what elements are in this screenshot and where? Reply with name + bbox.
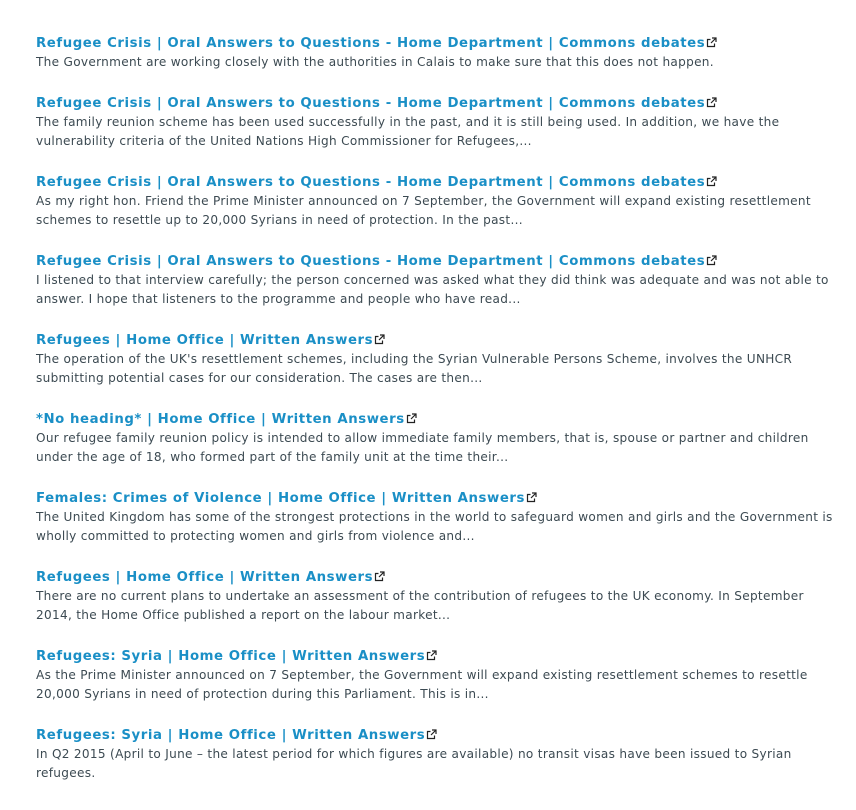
external-link-icon <box>426 650 437 661</box>
result-title-link[interactable] <box>36 489 537 508</box>
search-result <box>36 32 846 72</box>
result-title-text: Refugee Crisis | Oral Answers to Questions - Home Department | Commons debates <box>36 96 706 111</box>
result-title-link[interactable] <box>36 726 437 745</box>
result-title-text: Refugee Crisis | Oral Answers to Questions - Home Department | Commons debates <box>36 254 706 269</box>
external-link-icon <box>374 571 385 582</box>
external-link-icon <box>706 97 717 108</box>
external-link-icon <box>406 413 417 424</box>
result-snippet: As my right hon. Friend the Prime Minister announced on 7 September, the Government will expand existing resettlement schemes to resettle up to 20,000 Syrians in need of protection. In the past... <box>36 194 811 227</box>
search-result <box>36 645 846 704</box>
result-title-link[interactable] <box>36 34 717 53</box>
search-result <box>36 487 846 546</box>
result-title-text: Refugees: Syria | Home Office | Written Answers <box>36 728 426 743</box>
result-title-text: Refugees: Syria | Home Office | Written Answers <box>36 649 426 664</box>
result-title-link[interactable] <box>36 173 717 192</box>
result-title-text: *No heading* | Home Office | Written Answers <box>36 412 405 427</box>
external-link-icon <box>526 492 537 503</box>
result-title-link[interactable] <box>36 568 385 587</box>
result-snippet: The operation of the UK's resettlement schemes, including the Syrian Vulnerable Persons Scheme, involves the UNHCR submitting potential cases for our consideration. The cases are then... <box>36 352 793 385</box>
result-title-text: Females: Crimes of Violence | Home Office | Written Answers <box>36 491 525 506</box>
result-title-text: Refugees | Home Office | Written Answers <box>36 570 374 585</box>
result-snippet: The United Kingdom has some of the strongest protections in the world to safeguard women and girls and the Government is wholly committed to protecting women and girls from violence and... <box>36 510 833 543</box>
search-result <box>36 250 846 309</box>
result-title-link[interactable] <box>36 94 717 113</box>
result-snippet: The family reunion scheme has been used successfully in the past, and it is still being used. In addition, we have the vulnerability criteria of the United Nations High Commissioner for Refugees,... <box>36 115 780 148</box>
search-result <box>36 92 846 151</box>
search-result <box>36 724 846 783</box>
result-title-link[interactable] <box>36 647 437 666</box>
result-snippet: There are no current plans to undertake an assessment of the contribution of refugees to the UK economy. In September 2014, the Home Office published a report on the labour market... <box>36 589 804 622</box>
external-link-icon <box>374 334 385 345</box>
external-link-icon <box>706 37 717 48</box>
external-link-icon <box>706 255 717 266</box>
result-title-link[interactable] <box>36 410 417 429</box>
result-snippet: I listened to that interview carefully; the person concerned was asked what they did think was adequate and was not able to answer. I hope that listeners to the programme and people who have read... <box>36 273 829 306</box>
result-title-link[interactable] <box>36 331 385 350</box>
result-snippet: In Q2 2015 (April to June – the latest period for which figures are available) no transit visas have been issued to Syrian refugees. <box>36 747 792 780</box>
result-snippet: The Government are working closely with the authorities in Calais to make sure that this does not happen. <box>36 55 714 69</box>
result-snippet: As the Prime Minister announced on 7 September, the Government will expand existing resettlement schemes to resettle 20,000 Syrians in need of protection during this Parliament. This is in... <box>36 668 808 701</box>
result-snippet: Our refugee family reunion policy is intended to allow immediate family members, that is, spouse or partner and children under the age of 18, who formed part of the family unit at the time their... <box>36 431 809 464</box>
search-result <box>36 408 846 467</box>
search-result <box>36 171 846 230</box>
external-link-icon <box>426 729 437 740</box>
result-title-text: Refugees | Home Office | Written Answers <box>36 333 374 348</box>
result-title-text: Refugee Crisis | Oral Answers to Questions - Home Department | Commons debates <box>36 175 706 190</box>
result-title-link[interactable] <box>36 252 717 271</box>
result-title-text: Refugee Crisis | Oral Answers to Questions - Home Department | Commons debates <box>36 36 706 51</box>
external-link-icon <box>706 176 717 187</box>
search-result <box>36 329 846 388</box>
search-result <box>36 566 846 625</box>
